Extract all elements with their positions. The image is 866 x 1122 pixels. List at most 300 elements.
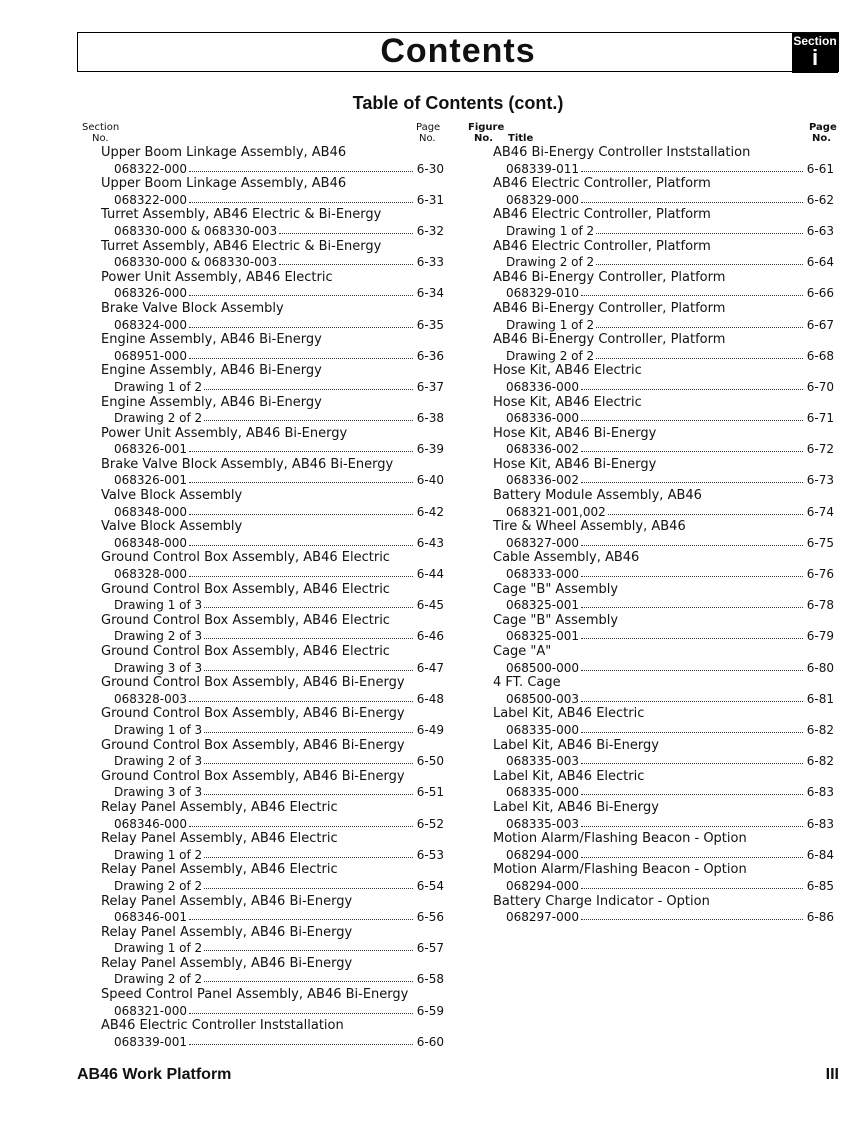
- toc-entry-page: 6-43: [416, 535, 444, 550]
- toc-entry-row: [101, 441, 444, 457]
- dot-leader: [189, 503, 413, 515]
- toc-entry-page: 6-76: [806, 567, 834, 582]
- toc-entry-row: [101, 317, 444, 333]
- toc-entry-page: 6-75: [806, 535, 834, 550]
- toc-entry-title: Ground Control Box Assembly, AB46 Bi-Energy: [101, 768, 405, 784]
- figure-header: Figure: [468, 122, 505, 133]
- toc-entry-number: 068951-000: [114, 348, 188, 363]
- toc-entry-title: Label Kit, AB46 Bi-Energy: [493, 737, 659, 753]
- toc-entry[interactable]: [493, 831, 834, 862]
- toc-entry-number: 068339-011: [506, 161, 580, 176]
- toc-entry-number: Drawing 2 of 3: [114, 754, 203, 769]
- dot-leader: [581, 160, 803, 172]
- toc-entry-page: 6-63: [806, 223, 834, 238]
- page-header-right: Page: [809, 122, 837, 133]
- dot-leader: [581, 565, 803, 577]
- toc-entry-row: [493, 784, 834, 800]
- toc-entry-number: 068336-002: [506, 442, 580, 457]
- toc-entry[interactable]: [101, 519, 444, 550]
- toc-entry-row: [493, 348, 834, 364]
- toc-entry[interactable]: [101, 207, 444, 238]
- dot-leader: [581, 191, 803, 203]
- toc-entry-title: Ground Control Box Assembly, AB46 Electric: [101, 550, 390, 566]
- toc-entry-row: [101, 847, 444, 863]
- toc-entry[interactable]: [101, 675, 444, 706]
- dot-leader: [204, 783, 413, 795]
- toc-entry-row: [493, 753, 834, 769]
- toc-entry-title: Engine Assembly, AB46 Bi-Energy: [101, 394, 322, 410]
- toc-entry-title: Hose Kit, AB46 Electric: [493, 363, 642, 379]
- toc-entry-title: Relay Panel Assembly, AB46 Bi-Energy: [101, 893, 353, 909]
- toc-entry[interactable]: [493, 550, 834, 581]
- toc-entry-title: Relay Panel Assembly, AB46 Bi-Energy: [101, 955, 353, 971]
- toc-entry-title: Speed Control Panel Assembly, AB46 Bi-Energy: [101, 987, 409, 1003]
- toc-entry-page: 6-74: [806, 504, 834, 519]
- toc-entry-page: 6-80: [806, 660, 834, 675]
- toc-entry-number: 068336-000: [506, 379, 580, 394]
- toc-entry-page: 6-57: [416, 941, 444, 956]
- toc-entry[interactable]: [493, 488, 834, 519]
- toc-entry-number: 068500-000: [506, 660, 580, 675]
- toc-entry-title: Power Unit Assembly, AB46 Electric: [101, 269, 333, 285]
- toc-entry-row: [101, 348, 444, 364]
- toc-entry-number: 068326-001: [114, 473, 188, 488]
- toc-entry-number: Drawing 2 of 2: [506, 255, 595, 270]
- toc-entry-title: Motion Alarm/Flashing Beacon - Option: [493, 831, 747, 847]
- dot-leader: [189, 284, 413, 296]
- toc-entry-page: 6-34: [416, 286, 444, 301]
- toc-entry-title: Upper Boom Linkage Assembly, AB46: [101, 145, 347, 160]
- toc-entry-row: [493, 317, 834, 333]
- toc-entry-page: 6-36: [416, 348, 444, 363]
- toc-entry-title: Power Unit Assembly, AB46 Bi-Energy: [101, 425, 348, 441]
- dot-leader: [189, 1033, 413, 1045]
- dot-leader: [204, 877, 413, 889]
- toc-entry-page: 6-31: [416, 192, 444, 207]
- toc-entry-number: 068321-000: [114, 1003, 188, 1018]
- dot-leader: [596, 253, 803, 265]
- toc-entry-number: 068335-000: [506, 785, 580, 800]
- toc-entry-page: 6-67: [806, 317, 834, 332]
- toc-entry-page: 6-79: [806, 629, 834, 644]
- toc-entry-number: Drawing 2 of 2: [506, 348, 595, 363]
- toc-entry[interactable]: [493, 426, 834, 457]
- toc-entry-title: Ground Control Box Assembly, AB46 Bi-Energy: [101, 675, 405, 691]
- toc-entry[interactable]: [493, 239, 834, 270]
- toc-entry-page: 6-32: [416, 223, 444, 238]
- toc-entry-title: AB46 Bi-Energy Controller Inststallation: [493, 145, 751, 160]
- page-title: Contents: [380, 32, 536, 70]
- title-header: Title: [508, 133, 534, 144]
- toc-entry-number: 068324-000: [114, 317, 188, 332]
- toc-entry-page: 6-62: [806, 192, 834, 207]
- toc-entry-row: [101, 566, 444, 582]
- dot-leader: [608, 503, 803, 515]
- toc-entry[interactable]: [493, 769, 834, 800]
- toc-entry-number: 068330-000 & 068330-003: [114, 223, 278, 238]
- toc-entry-number: 068500-003: [506, 691, 580, 706]
- toc-entry-title: Battery Charge Indicator - Option: [493, 893, 710, 909]
- toc-entry-page: 6-53: [416, 847, 444, 862]
- toc-entry[interactable]: [493, 395, 834, 426]
- toc-entry-title: Ground Control Box Assembly, AB46 Electric: [101, 612, 390, 628]
- toc-entry-row: [493, 628, 834, 644]
- toc-entry-number: 068328-000: [114, 567, 188, 582]
- toc-entry-row: [101, 597, 444, 613]
- toc-entry-title: Engine Assembly, AB46 Bi-Energy: [101, 363, 322, 379]
- toc-entry-row: [101, 909, 444, 925]
- toc-entry-title: Cage "B" Assembly: [493, 612, 619, 628]
- toc-entry[interactable]: [493, 145, 834, 176]
- toc-entry-row: [493, 192, 834, 208]
- dot-leader: [189, 690, 413, 702]
- dot-leader: [204, 659, 413, 671]
- toc-entry[interactable]: [493, 176, 834, 207]
- toc-entry[interactable]: [101, 956, 444, 987]
- toc-entry-title: Valve Block Assembly: [101, 519, 243, 535]
- page-header-left: Page: [416, 122, 441, 133]
- toc-entry-number: 068335-003: [506, 816, 580, 831]
- toc-entry-page: 6-81: [806, 691, 834, 706]
- toc-entry-page: 6-33: [416, 255, 444, 270]
- toc-entry-row: [493, 878, 834, 894]
- toc-entry-title: Relay Panel Assembly, AB46 Electric: [101, 831, 338, 847]
- toc-entry-row: [101, 472, 444, 488]
- dot-leader: [189, 565, 413, 577]
- toc-entry[interactable]: [101, 363, 444, 394]
- dot-leader: [204, 939, 413, 951]
- toc-heading: Table of Contents (cont.): [352, 93, 564, 113]
- toc-entry-title: Relay Panel Assembly, AB46 Electric: [101, 799, 338, 815]
- toc-entry[interactable]: [101, 831, 444, 862]
- toc-entry[interactable]: [493, 363, 834, 394]
- dot-leader: [581, 721, 803, 733]
- page-no-header-right: No.: [812, 133, 832, 144]
- dot-leader: [596, 316, 803, 328]
- dot-leader: [189, 471, 413, 483]
- toc-entry-row: [101, 940, 444, 956]
- toc-entry[interactable]: [101, 270, 444, 301]
- toc-entry-number: Drawing 1 of 3: [114, 598, 203, 613]
- toc-entry-page: 6-61: [806, 161, 834, 176]
- toc-entry[interactable]: [101, 176, 444, 207]
- dot-leader: [596, 347, 803, 359]
- toc-entry[interactable]: [493, 738, 834, 769]
- toc-entry-title: AB46 Bi-Energy Controller, Platform: [493, 300, 726, 316]
- dot-leader: [581, 908, 803, 920]
- toc-entry-page: 6-85: [806, 878, 834, 893]
- toc-entry[interactable]: [101, 488, 444, 519]
- dot-leader: [189, 534, 413, 546]
- toc-entry-title: Relay Panel Assembly, AB46 Electric: [101, 862, 338, 878]
- dot-leader: [189, 815, 413, 827]
- dot-leader: [189, 908, 413, 920]
- dot-leader: [581, 783, 803, 795]
- toc-entry-page: 6-35: [416, 317, 444, 332]
- dot-leader: [581, 877, 803, 889]
- toc-entry-page: 6-44: [416, 567, 444, 582]
- toc-entry-title: Upper Boom Linkage Assembly, AB46: [101, 176, 347, 192]
- toc-entry[interactable]: [493, 270, 834, 301]
- toc-entry-number: 068330-000 & 068330-003: [114, 255, 278, 270]
- toc-entry-row: [101, 628, 444, 644]
- dot-leader: [189, 440, 413, 452]
- toc-entry[interactable]: [493, 332, 834, 363]
- toc-entry-number: Drawing 3 of 3: [114, 660, 203, 675]
- toc-entry[interactable]: [101, 239, 444, 270]
- toc-entry-row: [493, 722, 834, 738]
- section-header: Section: [82, 122, 120, 133]
- toc-entry-number: 068328-003: [114, 691, 188, 706]
- toc-entry-title: AB46 Electric Controller, Platform: [493, 238, 711, 254]
- toc-entry-number: 068325-001: [506, 629, 580, 644]
- toc-entry-row: [493, 691, 834, 707]
- toc-entry-number: 068321-001,002: [506, 504, 606, 519]
- toc-entry-title: Hose Kit, AB46 Bi-Energy: [493, 456, 657, 472]
- toc-entry-title: Valve Block Assembly: [101, 488, 243, 504]
- toc-entry-page: 6-68: [806, 348, 834, 363]
- toc-entry-row: [101, 1034, 444, 1050]
- toc-entry-row: [101, 691, 444, 707]
- toc-entry-row: [101, 192, 444, 208]
- toc-entry[interactable]: [101, 550, 444, 581]
- toc-entry-page: 6-50: [416, 754, 444, 769]
- toc-entry-row: [101, 504, 444, 520]
- toc-entry-number: 068336-000: [506, 411, 580, 426]
- footer-page-number: III: [825, 1066, 839, 1083]
- toc-entry[interactable]: [493, 800, 834, 831]
- toc-entry-number: 068348-000: [114, 504, 188, 519]
- toc-entry-number: 068336-002: [506, 473, 580, 488]
- toc-entry[interactable]: [101, 769, 444, 800]
- toc-entry[interactable]: [101, 426, 444, 457]
- toc-entry-page: 6-58: [416, 972, 444, 987]
- toc-entry-row: [101, 784, 444, 800]
- toc-entry[interactable]: [101, 582, 444, 613]
- toc-entry-title: 4 FT. Cage: [493, 675, 561, 691]
- toc-entry-number: Drawing 2 of 3: [114, 629, 203, 644]
- toc-entry-title: Hose Kit, AB46 Electric: [493, 394, 642, 410]
- dot-leader: [204, 721, 413, 733]
- toc-entry-number: 068335-000: [506, 722, 580, 737]
- toc-entry-title: AB46 Electric Controller Inststallation: [101, 1018, 344, 1034]
- toc-entry-row: [101, 816, 444, 832]
- toc-entry[interactable]: [493, 207, 834, 238]
- toc-entry[interactable]: [101, 395, 444, 426]
- toc-entry-row: [101, 1003, 444, 1019]
- dot-leader: [189, 191, 413, 203]
- toc-entry-row: [493, 410, 834, 426]
- figure-no-header: No.: [474, 133, 494, 144]
- toc-entry[interactable]: [493, 613, 834, 644]
- toc-entry[interactable]: [101, 145, 444, 176]
- toc-entry[interactable]: [493, 894, 834, 925]
- toc-entry-page: 6-49: [416, 722, 444, 737]
- dot-leader: [204, 627, 413, 639]
- dot-leader: [279, 222, 413, 234]
- toc-entry-number: Drawing 1 of 3: [114, 722, 203, 737]
- toc-entry-page: 6-40: [416, 473, 444, 488]
- toc-entry-number: Drawing 3 of 3: [114, 785, 203, 800]
- toc-entry-title: Ground Control Box Assembly, AB46 Bi-Energy: [101, 706, 405, 722]
- toc-entry-row: [493, 379, 834, 395]
- dot-leader: [189, 347, 413, 359]
- dot-leader: [204, 378, 413, 390]
- section-tab: [792, 33, 838, 73]
- toc-entry-page: 6-82: [806, 722, 834, 737]
- toc-entry-title: AB46 Bi-Energy Controller, Platform: [493, 269, 726, 285]
- toc-entry[interactable]: [101, 613, 444, 644]
- toc-entry-page: 6-39: [416, 442, 444, 457]
- toc-entry-number: 068339-001: [114, 1034, 188, 1049]
- toc-entry-title: Turret Assembly, AB46 Electric & Bi-Energy: [101, 207, 382, 223]
- page-no-header-left: No.: [419, 133, 436, 144]
- toc-entry-title: Label Kit, AB46 Bi-Energy: [493, 799, 659, 815]
- dot-leader: [596, 222, 803, 234]
- toc-entry-number: 068346-001: [114, 910, 188, 925]
- toc-entry-row: [493, 441, 834, 457]
- toc-entry-page: 6-54: [416, 878, 444, 893]
- toc-entry[interactable]: [493, 675, 834, 706]
- toc-entry-page: 6-37: [416, 379, 444, 394]
- toc-entry-page: 6-38: [416, 411, 444, 426]
- toc-entry-page: 6-60: [416, 1034, 444, 1049]
- toc-entry-row: [493, 535, 834, 551]
- footer-title: AB46 Work Platform: [77, 1066, 232, 1083]
- dot-leader: [581, 284, 803, 296]
- toc-entry-number: Drawing 1 of 2: [114, 379, 203, 394]
- toc-entry-title: Ground Control Box Assembly, AB46 Bi-Energy: [101, 737, 405, 753]
- dot-leader: [204, 970, 413, 982]
- toc-entry[interactable]: [101, 706, 444, 737]
- toc-entry-title: Cage "B" Assembly: [493, 581, 619, 597]
- toc-entry-number: 068346-000: [114, 816, 188, 831]
- toc-entry[interactable]: [101, 644, 444, 675]
- toc-entry[interactable]: [493, 862, 834, 893]
- toc-entry[interactable]: [101, 457, 444, 488]
- toc-entry-title: Brake Valve Block Assembly: [101, 300, 284, 316]
- toc-entry[interactable]: [101, 894, 444, 925]
- toc-entry-row: [493, 909, 834, 925]
- toc-entry-row: [493, 254, 834, 270]
- toc-entry-number: 068322-000: [114, 192, 188, 207]
- toc-entry-title: Cable Assembly, AB46: [493, 550, 640, 566]
- toc-entry-number: 068294-000: [506, 847, 580, 862]
- toc-entry-number: Drawing 2 of 2: [114, 972, 203, 987]
- toc-entry-row: [493, 566, 834, 582]
- toc-entry[interactable]: [101, 332, 444, 363]
- toc-entry[interactable]: [493, 582, 834, 613]
- dot-leader: [581, 659, 803, 671]
- toc-entry-number: Drawing 1 of 2: [506, 317, 595, 332]
- toc-right-column: [493, 145, 834, 925]
- toc-entry-number: 068335-003: [506, 754, 580, 769]
- dot-leader: [581, 596, 803, 608]
- dot-leader: [581, 627, 803, 639]
- dot-leader: [581, 409, 803, 421]
- toc-entry-title: Relay Panel Assembly, AB46 Bi-Energy: [101, 924, 353, 940]
- dot-leader: [581, 378, 803, 390]
- toc-entry-page: 6-46: [416, 629, 444, 644]
- toc-entry[interactable]: [493, 644, 834, 675]
- toc-entry-title: Label Kit, AB46 Electric: [493, 768, 645, 784]
- toc-entry-row: [101, 223, 444, 239]
- section-tab-number: i: [811, 45, 819, 70]
- toc-entry-title: Battery Module Assembly, AB46: [493, 488, 702, 504]
- toc-left-column: [101, 145, 444, 1049]
- toc-entry-number: 068326-000: [114, 286, 188, 301]
- dot-leader: [581, 440, 803, 452]
- toc-entry-page: 6-72: [806, 442, 834, 457]
- dot-leader: [189, 1002, 413, 1014]
- toc-entry-number: 068325-001: [506, 598, 580, 613]
- toc-entry-row: [493, 597, 834, 613]
- toc-entry-number: Drawing 2 of 2: [114, 878, 203, 893]
- section-tab-label: Section: [793, 34, 837, 48]
- toc-entry[interactable]: [101, 987, 444, 1018]
- toc-entry-title: Engine Assembly, AB46 Bi-Energy: [101, 332, 322, 348]
- toc-entry[interactable]: [493, 301, 834, 332]
- section-no-header: No.: [92, 133, 109, 144]
- toc-entry-page: 6-83: [806, 816, 834, 831]
- dot-leader: [204, 596, 413, 608]
- dot-leader: [279, 253, 413, 265]
- toc-entry-page: 6-45: [416, 598, 444, 613]
- toc-entry[interactable]: [101, 862, 444, 893]
- toc-entry-title: AB46 Bi-Energy Controller, Platform: [493, 332, 726, 348]
- toc-entry-page: 6-42: [416, 504, 444, 519]
- dot-leader: [581, 846, 803, 858]
- header-box: [77, 32, 839, 72]
- toc-entry-number: 068327-000: [506, 535, 580, 550]
- toc-entry-page: 6-73: [806, 473, 834, 488]
- toc-entry-title: Motion Alarm/Flashing Beacon - Option: [493, 862, 747, 878]
- toc-entry-title: Cage "A": [493, 644, 552, 659]
- toc-entry-row: [101, 379, 444, 395]
- toc-entry[interactable]: [493, 519, 834, 550]
- toc-entry[interactable]: [493, 457, 834, 488]
- dot-leader: [204, 846, 413, 858]
- toc-entry-page: 6-59: [416, 1003, 444, 1018]
- toc-entry[interactable]: [493, 706, 834, 737]
- toc-entry-title: Brake Valve Block Assembly, AB46 Bi-Energy: [101, 456, 394, 472]
- toc-entry-row: [101, 660, 444, 676]
- toc-entry-number: 068297-000: [506, 910, 580, 925]
- toc-entry-title: Label Kit, AB46 Electric: [493, 706, 645, 722]
- toc-entry-row: [493, 660, 834, 676]
- toc-entry-page: 6-66: [806, 286, 834, 301]
- toc-entry-title: Ground Control Box Assembly, AB46 Electric: [101, 644, 390, 659]
- toc-entry[interactable]: [101, 800, 444, 831]
- toc-entry[interactable]: [101, 1018, 444, 1049]
- toc-entry-row: [101, 161, 444, 177]
- dot-leader: [204, 409, 413, 421]
- toc-entry-page: 6-48: [416, 691, 444, 706]
- toc-entry-number: 068329-010: [506, 286, 580, 301]
- toc-entry[interactable]: [101, 301, 444, 332]
- toc-entry[interactable]: [101, 925, 444, 956]
- toc-entry[interactable]: [101, 738, 444, 769]
- toc-entry-row: [493, 161, 834, 177]
- toc-entry-number: 068329-000: [506, 192, 580, 207]
- toc-entry-title: AB46 Electric Controller, Platform: [493, 207, 711, 223]
- toc-entry-page: 6-52: [416, 816, 444, 831]
- toc-entry-title: Hose Kit, AB46 Bi-Energy: [493, 425, 657, 441]
- toc-entry-number: Drawing 1 of 2: [114, 941, 203, 956]
- toc-entry-page: 6-82: [806, 754, 834, 769]
- toc-entry-row: [101, 535, 444, 551]
- dot-leader: [581, 471, 803, 483]
